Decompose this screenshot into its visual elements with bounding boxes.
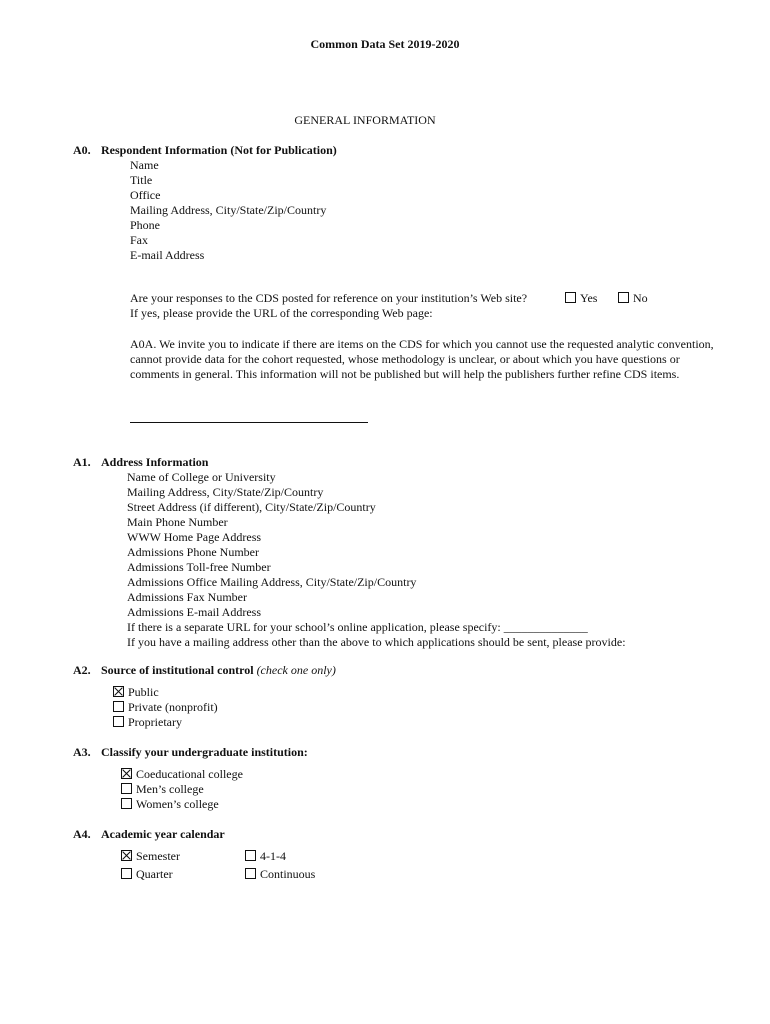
womens-college-checkbox[interactable]	[121, 798, 132, 809]
a0-field: E-mail Address	[130, 248, 205, 262]
option-proprietary[interactable]	[113, 715, 218, 730]
a2-number: A2.	[73, 663, 91, 677]
a0-number: A0.	[73, 143, 91, 157]
web-posting-question: Are your responses to the CDS posted for reference on your institution’s Web site?	[130, 291, 528, 305]
a1-field: If there is a separate URL for your school’s online application, please specify: ______________	[127, 620, 588, 634]
section-title: GENERAL INFORMATION	[294, 113, 436, 127]
yes-option[interactable]	[565, 291, 597, 306]
4-1-4-checkbox[interactable]	[245, 850, 256, 861]
no-checkbox[interactable]	[618, 292, 629, 303]
continuous-checkbox[interactable]	[245, 868, 256, 879]
comment-underline[interactable]	[130, 422, 368, 423]
a1-heading: Address Information	[101, 455, 209, 469]
a1-field: Name of College or University	[127, 470, 276, 484]
a1-field: Admissions Toll-free Number	[127, 560, 271, 574]
option-label: Private (nonprofit)	[128, 700, 218, 714]
option-label: Coeducational college	[136, 767, 243, 781]
a4-number: A4.	[73, 827, 91, 841]
a2-heading: Source of institutional control	[101, 663, 254, 677]
a0-field: Office	[130, 188, 161, 202]
option-4-1-4[interactable]	[245, 849, 315, 867]
a0-field: Name	[130, 158, 159, 172]
a1-field: Admissions Phone Number	[127, 545, 259, 559]
a1-field: Mailing Address, City/State/Zip/Country	[127, 485, 324, 499]
a4-options-col2	[245, 849, 315, 882]
a1-field: Street Address (if different), City/State/Zip/Country	[127, 500, 376, 514]
option-mens-college[interactable]	[121, 782, 243, 797]
a1-field-list	[127, 470, 626, 650]
a1-field: Admissions Fax Number	[127, 590, 247, 604]
option-label: 4-1-4	[260, 849, 286, 863]
no-option[interactable]	[618, 291, 648, 306]
option-label: Women’s college	[136, 797, 219, 811]
a1-field: WWW Home Page Address	[127, 530, 262, 544]
a2-options	[113, 685, 218, 730]
option-womens-college[interactable]	[121, 797, 243, 812]
a0-field: Title	[130, 173, 153, 187]
a1-field: Main Phone Number	[127, 515, 228, 529]
a1-field: Admissions Office Mailing Address, City/State/Zip/Country	[127, 575, 417, 589]
document-title: Common Data Set 2019-2020	[310, 37, 460, 51]
public-checkbox[interactable]	[113, 686, 124, 697]
coeducational-checkbox[interactable]	[121, 768, 132, 779]
private-checkbox[interactable]	[113, 701, 124, 712]
option-label: Public	[128, 685, 159, 699]
a3-number: A3.	[73, 745, 91, 759]
a2-heading-line	[101, 663, 336, 678]
a0-field: Fax	[130, 233, 148, 247]
option-private-nonprofit[interactable]	[113, 700, 218, 715]
quarter-checkbox[interactable]	[121, 868, 132, 879]
a0-field: Mailing Address, City/State/Zip/Country	[130, 203, 327, 217]
proprietary-checkbox[interactable]	[113, 716, 124, 727]
a1-field: If you have a mailing address other than the above to which applications should be sent, please provide:	[127, 635, 626, 649]
option-public[interactable]	[113, 685, 218, 700]
option-semester[interactable]	[121, 849, 180, 867]
a4-heading: Academic year calendar	[101, 827, 225, 841]
a0-field: Phone	[130, 218, 160, 232]
a2-note: (check one only)	[256, 663, 336, 677]
option-quarter[interactable]	[121, 867, 180, 882]
url-prompt: If yes, please provide the URL of the corresponding Web page:	[130, 306, 433, 320]
mens-college-checkbox[interactable]	[121, 783, 132, 794]
option-label: Continuous	[260, 867, 316, 881]
option-label: Semester	[136, 849, 180, 863]
a1-field: Admissions E-mail Address	[127, 605, 261, 619]
option-label: Men’s college	[136, 782, 204, 796]
no-label: No	[633, 291, 648, 305]
option-coeducational[interactable]	[121, 767, 243, 782]
a0a-paragraph: A0A. We invite you to indicate if there are items on the CDS for which you cannot use the requested analytic convention, cannot provide data for the cohort requested, whose methodology is unclear, or about which you have questions or comments in general. This information will not be published but will help the publishers further refine CDS items.	[130, 337, 714, 381]
a0-heading: Respondent Information (Not for Publication)	[101, 143, 337, 157]
a3-options	[121, 767, 243, 812]
a3-heading: Classify your undergraduate institution:	[101, 745, 308, 759]
yes-label: Yes	[580, 291, 598, 305]
option-label: Quarter	[136, 867, 173, 881]
yes-checkbox[interactable]	[565, 292, 576, 303]
option-label: Proprietary	[128, 715, 182, 729]
a4-options-col1	[121, 849, 180, 882]
a0-field-list	[130, 158, 326, 263]
a1-number: A1.	[73, 455, 91, 469]
option-continuous[interactable]	[245, 867, 315, 882]
semester-checkbox[interactable]	[121, 850, 132, 861]
